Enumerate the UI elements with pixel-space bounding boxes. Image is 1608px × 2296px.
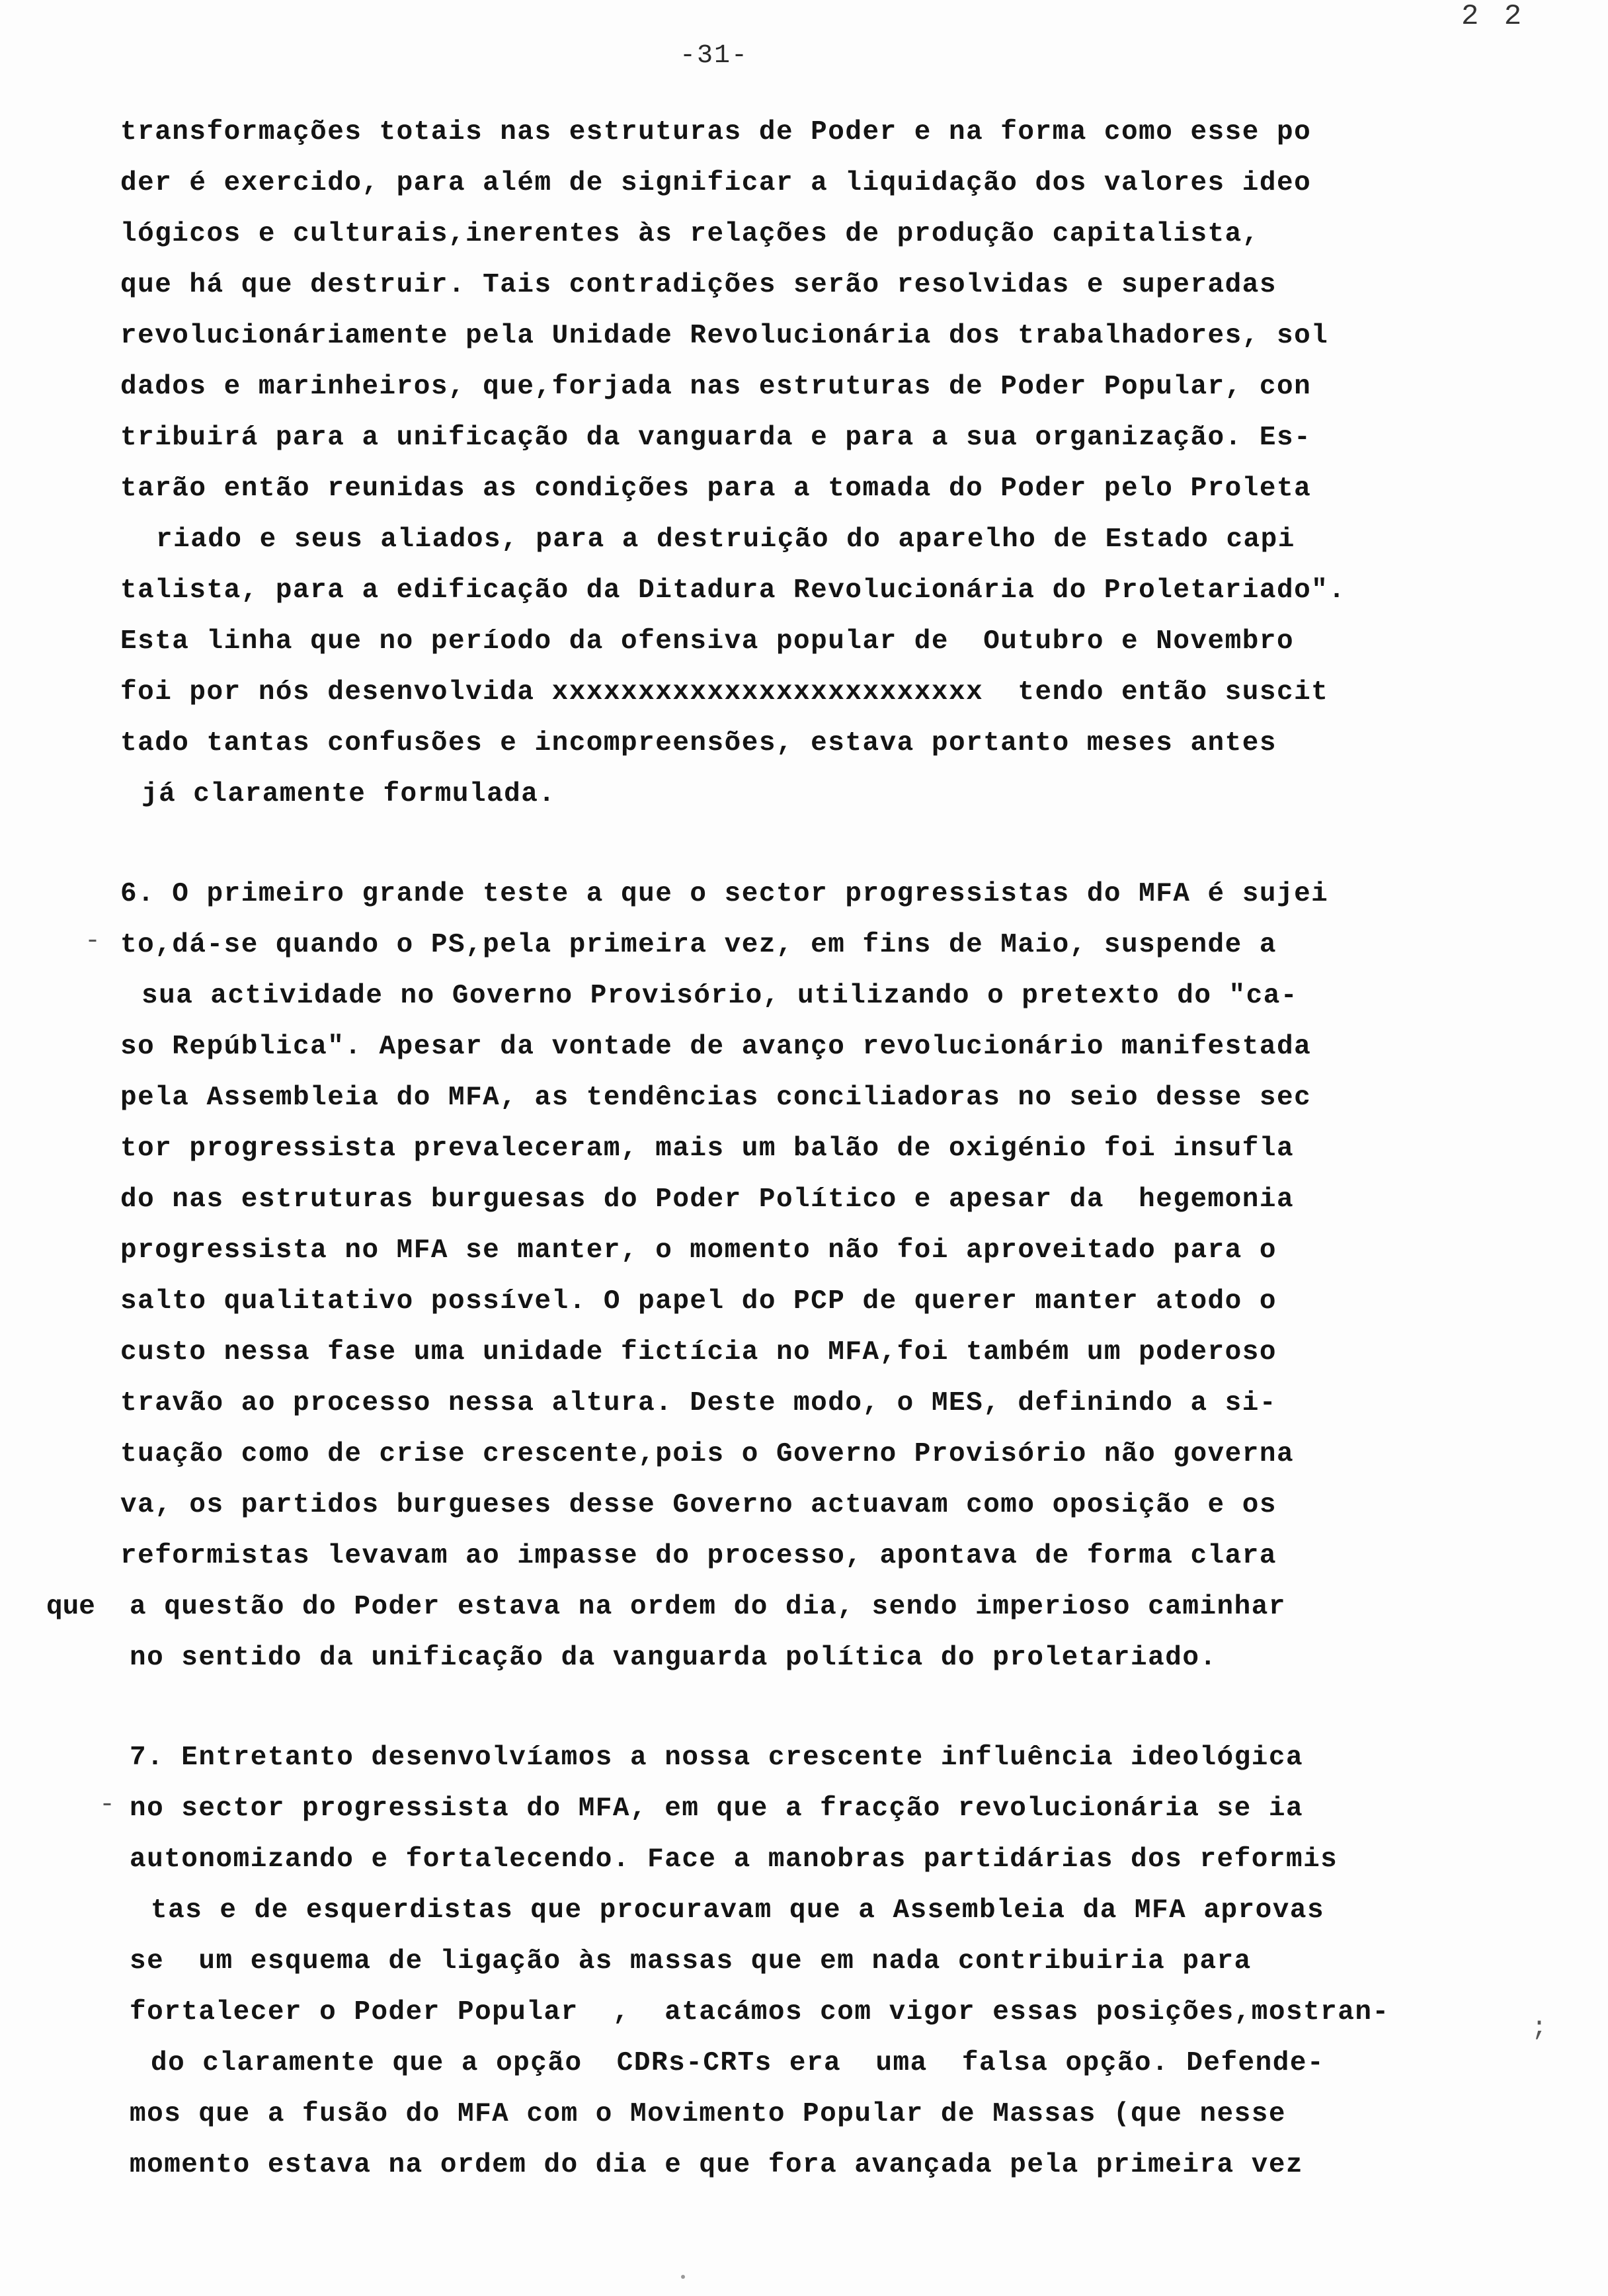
text-line: no sentido da unificação da vanguarda política do proletariado. bbox=[130, 1643, 1217, 1673]
text-line: 7. Entretanto desenvolvíamos a nossa crescente influência ideológica bbox=[130, 1742, 1304, 1773]
text-line: do claramente que a opção CDRs-CRTs era uma falsa opção. Defende- bbox=[151, 2048, 1325, 2078]
text-line: tarão então reunidas as condições para a tomada do Poder pelo Proleta bbox=[120, 473, 1312, 504]
margin-tick: - bbox=[85, 926, 101, 956]
text-line: revolucionáriamente pela Unidade Revolucionária dos trabalhadores, sol bbox=[120, 321, 1329, 351]
text-line: riado e seus aliados, para a destruição do aparelho de Estado capi bbox=[156, 524, 1295, 555]
text-line: tas e de esquerdistas que procuravam que a Assembleia da MFA aprovas bbox=[151, 1895, 1325, 1926]
text-line: salto qualitativo possível. O papel do PCP de querer manter atodo o bbox=[120, 1286, 1277, 1317]
text-line: fortalecer o Poder Popular , atacámos com vigor essas posições,mostran- bbox=[130, 1997, 1390, 2028]
text-line: a questão do Poder estava na ordem do dia, sendo imperioso caminhar bbox=[130, 1592, 1286, 1622]
text-line: mos que a fusão do MFA com o Movimento Popular de Massas (que nesse bbox=[130, 2099, 1286, 2129]
text-line: Esta linha que no período da ofensiva popular de Outubro e Novembro bbox=[120, 626, 1295, 657]
margin-tick: ; bbox=[1531, 2014, 1548, 2043]
text-line: tribuirá para a unificação da vanguarda e para a sua organização. Es- bbox=[120, 423, 1312, 453]
text-line: momento estava na ordem do dia e que fora avançada pela primeira vez bbox=[130, 2150, 1304, 2180]
text-line: so República". Apesar da vontade de avanço revolucionário manifestada bbox=[120, 1032, 1312, 1062]
text-line: tuação como de crise crescente,pois o Governo Provisório não governa bbox=[120, 1439, 1295, 1469]
text-line: custo nessa fase uma unidade fictícia no MFA,foi também um poderoso bbox=[120, 1337, 1277, 1368]
text-line: que há que destruir. Tais contradições serão resolvidas e superadas bbox=[120, 270, 1277, 300]
text-line: dados e marinheiros, que,forjada nas estruturas de Poder Popular, con bbox=[120, 372, 1312, 402]
corner-mark: 2 2 bbox=[1461, 0, 1526, 33]
text-line: 6. O primeiro grande teste a que o sector progressistas do MFA é sujei bbox=[120, 879, 1329, 909]
text-line: tado tantas confusões e incompreensões, estava portanto meses antes bbox=[120, 728, 1277, 758]
margin-word: que bbox=[46, 1592, 95, 1622]
text-line: tor progressista prevaleceram, mais um balão de oxigénio foi insufla bbox=[120, 1133, 1295, 1164]
text-line: travão ao processo nessa altura. Deste modo, o MES, definindo a si- bbox=[120, 1388, 1277, 1418]
text-line: va, os partidos burgueses desse Governo actuavam como oposição e os bbox=[120, 1490, 1277, 1520]
text-line: transformações totais nas estruturas de Poder e na forma como esse po bbox=[120, 117, 1312, 147]
text-line: foi por nós desenvolvida xxxxxxxxxxxxxxxxxxxxxxxxx tendo então suscit bbox=[120, 677, 1329, 708]
text-line: lógicos e culturais,inerentes às relações de produção capitalista, bbox=[120, 219, 1260, 249]
text-line: já claramente formulada. bbox=[141, 779, 556, 809]
page-number: -31- bbox=[679, 41, 748, 71]
text-line: pela Assembleia do MFA, as tendências conciliadoras no seio desse sec bbox=[120, 1083, 1312, 1113]
text-line: progressista no MFA se manter, o momento não foi aproveitado para o bbox=[120, 1235, 1277, 1266]
text-line: sua actividade no Governo Provisório, utilizando o pretexto do "ca- bbox=[141, 981, 1298, 1011]
text-line: der é exercido, para além de significar a liquidação dos valores ideo bbox=[120, 168, 1312, 198]
margin-tick: - bbox=[99, 1790, 116, 1820]
text-line: se um esquema de ligação às massas que em nada contribuiria para bbox=[130, 1946, 1252, 1977]
text-line: reformistas levavam ao impasse do processo, apontava de forma clara bbox=[120, 1541, 1277, 1571]
text-line: to,dá-se quando o PS,pela primeira vez, em fins de Maio, suspende a bbox=[120, 930, 1277, 960]
text-line: talista, para a edificação da Ditadura Revolucionária do Proletariado". bbox=[120, 575, 1346, 606]
text-line: do nas estruturas burguesas do Poder Político e apesar da hegemonia bbox=[120, 1184, 1295, 1215]
text-line: autonomizando e fortalecendo. Face a manobras partidárias dos reformis bbox=[130, 1844, 1338, 1875]
scan-speck bbox=[681, 2275, 685, 2279]
text-line: no sector progressista do MFA, em que a fracção revolucionária se ia bbox=[130, 1793, 1304, 1824]
